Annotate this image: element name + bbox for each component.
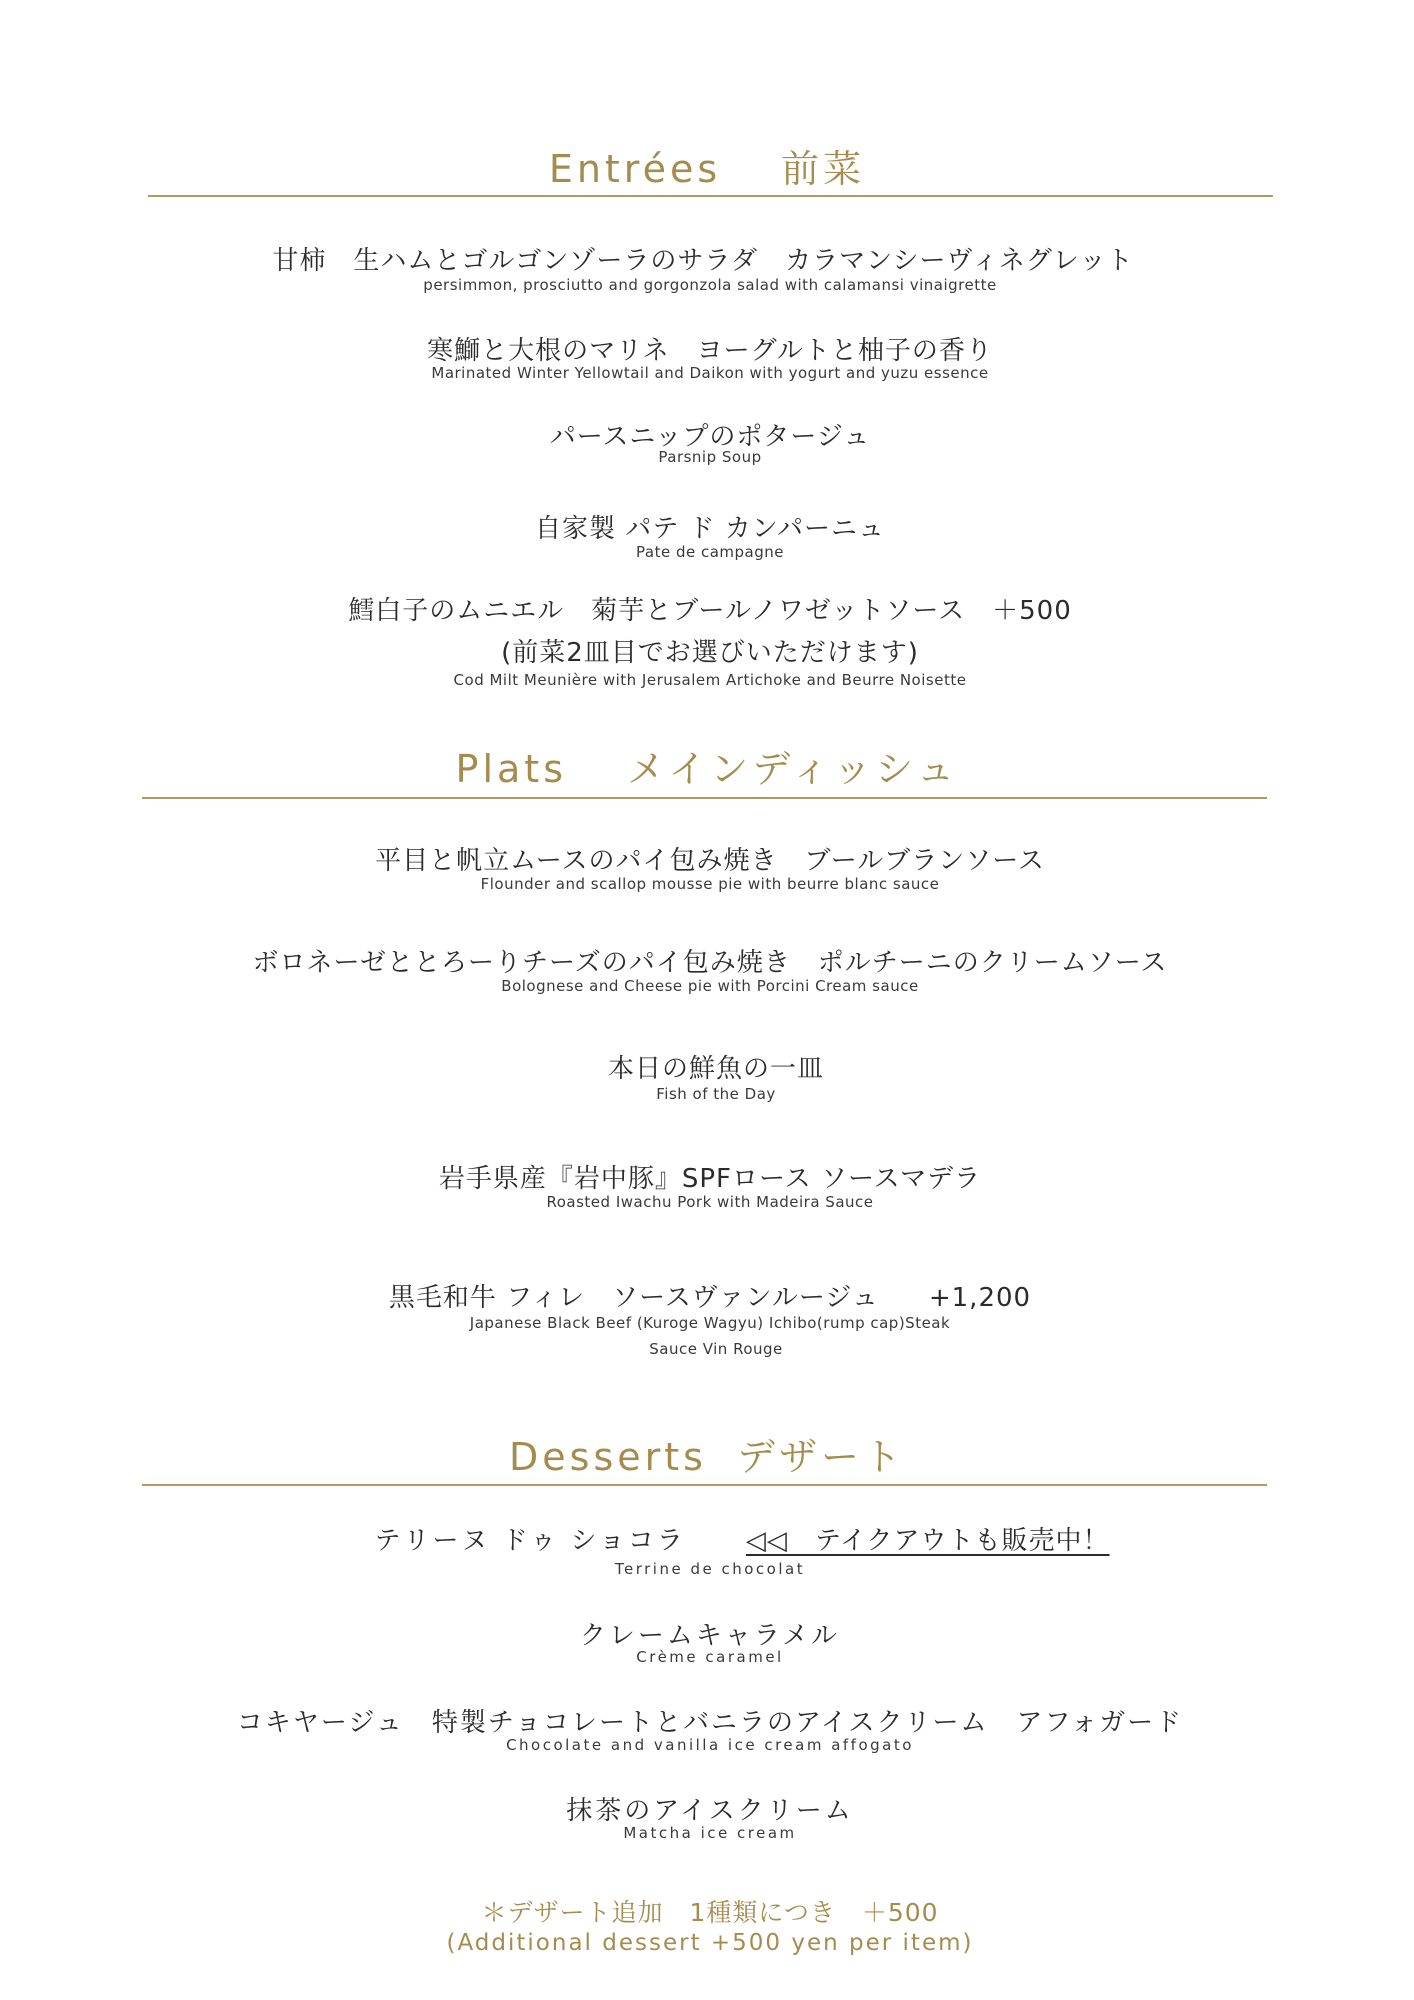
- plat-1-jp: 平目と帆立ムースのパイ包み焼き ブールブランソース: [375, 846, 1045, 876]
- plats-divider: [142, 797, 1267, 799]
- entree-1-en: persimmon, prosciutto and gorgonzola salad with calamansi vinaigrette: [423, 276, 997, 294]
- plat-5-price: +1,200: [928, 1283, 1032, 1313]
- additional-dessert-note-en: (Additional dessert +500 yen per item): [446, 1930, 974, 1956]
- plat-4-jp: 岩手県産『岩中豚』SPFロース ソースマデラ: [438, 1164, 982, 1194]
- entree-5-en: Cod Milt Meunière with Jerusalem Artichoke and Beurre Noisette: [453, 671, 967, 689]
- desserts-heading: [0, 1426, 1414, 1481]
- entrees-divider: [148, 195, 1273, 197]
- plat-3-en: Fish of the Day: [656, 1085, 776, 1103]
- dessert-2-en: Crème caramel: [636, 1648, 784, 1666]
- dessert-3-en: Chocolate and vanilla ice cream affogato: [506, 1736, 914, 1754]
- desserts-heading-en: Desserts: [509, 1435, 707, 1479]
- entree-2-jp: 寒鰤と大根のマリネ ヨーグルトと柚子の香り: [427, 336, 993, 366]
- dessert-1-jp: [70, 1520, 1414, 1557]
- desserts-divider: [142, 1484, 1267, 1486]
- entree-3-jp: パースニップのポタージュ: [549, 422, 871, 452]
- desserts-heading-jp: デザート: [736, 1435, 905, 1479]
- plat-5-jp: [6, 1277, 1414, 1314]
- plat-2-en: Bolognese and Cheese pie with Porcini Cream sauce: [501, 977, 919, 995]
- plat-5-en2: Sauce Vin Rouge: [649, 1340, 783, 1358]
- plat-1-en: Flounder and scallop mousse pie with beurre blanc sauce: [480, 875, 940, 893]
- dessert-1-en: Terrine de chocolat: [614, 1560, 806, 1578]
- plat-5-name: 黒毛和牛 フィレ ソースヴァンルージュ: [388, 1283, 879, 1313]
- dessert-4-jp: 抹茶のアイスクリーム: [566, 1796, 854, 1826]
- plat-2-jp: ボロネーゼととろーりチーズのパイ包み焼き ポルチーニのクリームソース: [252, 948, 1168, 978]
- additional-dessert-note-jp: ＊デザート追加 1種類につき ＋500: [481, 1898, 939, 1927]
- entree-3-en: Parsnip Soup: [658, 448, 762, 466]
- entree-4-jp: 自家製 パテ ド カンパーニュ: [535, 514, 885, 544]
- takeout-notice: ◁◁ テイクアウトも販売中！: [745, 1526, 1110, 1556]
- dessert-1-name: テリーヌ ドゥ ショコラ: [374, 1526, 686, 1556]
- entree-5-jp: 鱈白子のムニエル 菊芋とブールノワゼットソース ＋500: [348, 596, 1072, 626]
- entree-4-en: Pate de campagne: [636, 543, 784, 561]
- entree-2-en: Marinated Winter Yellowtail and Daikon with yogurt and yuzu essence: [431, 364, 989, 382]
- entrees-heading-jp: 前菜: [781, 147, 866, 191]
- plats-heading-en: Plats: [455, 747, 567, 791]
- entree-5-note: (前菜2皿目でお選びいただけます): [501, 638, 919, 668]
- plats-heading-jp: メインディッシュ: [627, 747, 959, 791]
- entrees-heading-en: Entrées: [548, 147, 722, 191]
- dessert-3-jp: コキヤージュ 特製チョコレートとバニラのアイスクリーム アフォガード: [236, 1708, 1184, 1738]
- plat-4-en: Roasted Iwachu Pork with Madeira Sauce: [546, 1193, 874, 1211]
- entrees-heading: [0, 138, 1414, 193]
- plat-5-en: Japanese Black Beef (Kuroge Wagyu) Ichibo(rump cap)Steak: [469, 1314, 951, 1332]
- entree-1-jp: 甘柿 生ハムとゴルゴンゾーラのサラダ カラマンシーヴィネグレット: [272, 246, 1134, 276]
- dessert-4-en: Matcha ice cream: [623, 1824, 797, 1842]
- dessert-2-jp: クレームキャラメル: [579, 1621, 841, 1651]
- plat-3-jp: 本日の鮮魚の一皿: [607, 1054, 824, 1084]
- plats-heading: [0, 738, 1414, 793]
